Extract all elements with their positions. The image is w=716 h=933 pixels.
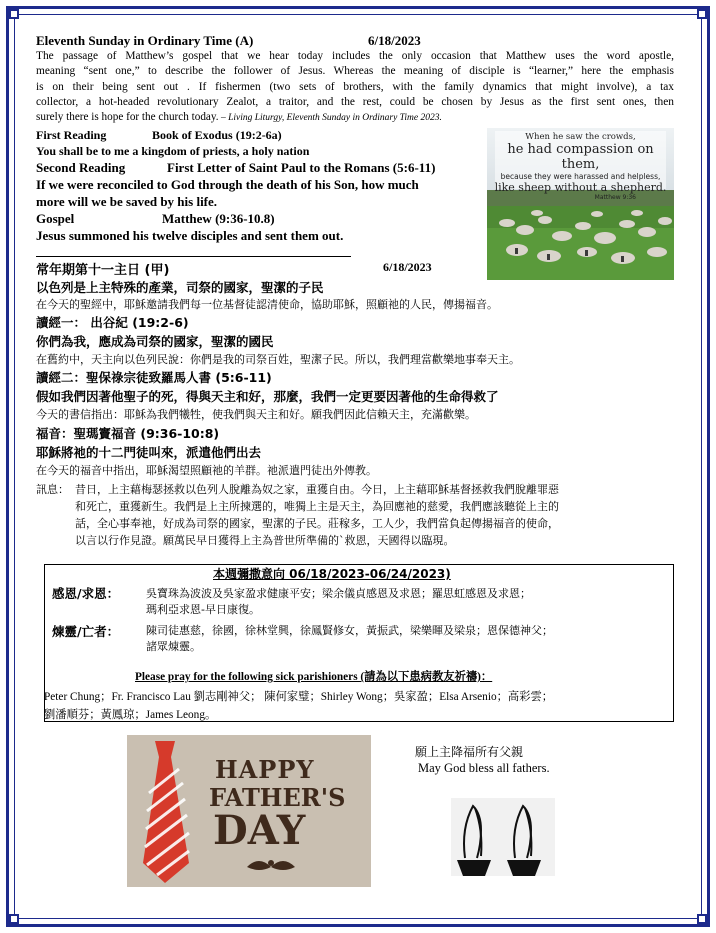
caption-line: because they were harassed and helpless, xyxy=(500,172,661,181)
thanks-label: 感恩/求恩： xyxy=(52,586,120,601)
praying-hands-icon xyxy=(451,798,555,876)
fathers-day-poster xyxy=(127,735,371,887)
english-title: Eleventh Sunday in Ordinary Time (A) xyxy=(36,33,254,48)
chinese-gospel-text: 在今天的福音中指出，耶穌渴望照顧祂的羊群。祂派遣門徒出外傳教。 xyxy=(36,464,377,477)
caption-ref: Matthew 9:36 xyxy=(594,194,636,201)
chinese-date: 6/18/2023 xyxy=(383,260,432,274)
intro-line: collector, a hot-headed revolutionary Zealot, a traitor, and the rest, could be chosen by Jesus as the first sent ones, then xyxy=(36,95,674,108)
caption-line: When he saw the crowds, xyxy=(525,132,636,142)
chinese-theme-text: 在今天的聖經中，耶穌邀請我們每一位基督徒認清使命，協助耶穌，照顧祂的人民，傳揚福音。 xyxy=(36,298,498,311)
gospel-ref: Matthew (9:36-10.8) xyxy=(162,211,275,226)
corner-ornament xyxy=(697,914,707,924)
thanks-line: 吳寶珠為波波及吳家盈求健康平安；梁余儀貞感恩及求恩；羅思虹感恩及求恩； xyxy=(146,587,531,600)
intro-line: meaning “sent one,” to describe the follower of Jesus. Whereas the meaning of disciple is “learner,” here the emphasis xyxy=(36,65,674,78)
first-reading-text: You shall be to me a kingdom of priests, a holy nation xyxy=(36,144,310,158)
deceased-label: 煉靈/亡者： xyxy=(52,624,120,639)
chinese-reading1-text: 在舊約中，天主向以色列民說：你們是我的司祭百姓，聖潔子民。所以，我們理當歡樂地事奉天主。 xyxy=(36,353,520,366)
gospel-label: Gospel xyxy=(36,211,75,226)
poster-day: DAY xyxy=(213,807,306,854)
poster-fathers: FATHER'S xyxy=(209,783,346,812)
chinese-reading1-title: 讀經一： 出谷紀 (19:2-6) xyxy=(36,315,189,330)
caption-line-large: he had compassion on them, xyxy=(507,142,654,172)
deceased-line: 諸眾煉靈。 xyxy=(146,640,201,653)
message-line: 話，全心事奉祂，好成為司祭的國家，聖潔的子民。莊稼多，工人少，我們當負起傳揚福音的使命， xyxy=(75,517,559,530)
chinese-reading2-title: 讀經二：聖保祿宗徒致羅馬人書 (5:6-11) xyxy=(36,370,272,385)
chinese-title: 常年期第十一主日 (甲) xyxy=(36,263,170,278)
second-reading-label: Second Reading xyxy=(36,160,126,175)
blessing-english: May God bless all fathers. xyxy=(418,761,550,775)
chinese-reading1-bold: 你們為我，應成為司祭的國家，聖潔的國民 xyxy=(36,334,274,349)
poster-happy: HAPPY xyxy=(215,755,315,784)
section-divider xyxy=(36,256,351,257)
message-line: 以言以行作見證。願萬民早日獲得上主為普世所準備的`救恩，天國得以臨現。 xyxy=(75,534,455,547)
mass-box-title: 本週彌撒意向 06/18/2023-06/24/2023) xyxy=(213,567,451,581)
intro-paragraph xyxy=(36,49,674,126)
intro-line: is on their being sent out . If fishermen (two sets of brothers, with the family dynamics that might involve), a tax xyxy=(36,80,674,93)
corner-ornament xyxy=(9,9,19,19)
message-label: 訊息： xyxy=(36,483,69,496)
chinese-theme: 以色列是上主特殊的產業，司祭的國家，聖潔的子民 xyxy=(36,280,324,295)
blessing-chinese: 願上主降福所有父親 xyxy=(415,745,524,759)
intro-source: – Living Liturgy, Eleventh Sunday in Ordinary Time 2023. xyxy=(218,113,442,124)
intro-line: The passage of Matthew’s gospel that we hear today includes the only occasion that Matthew uses the word apostle, xyxy=(36,50,674,62)
thanks-line: 瑪利亞求恩-早日康復。 xyxy=(146,603,260,616)
sick-title: Please pray for the following sick parishioners (請為以下患病教友祈禱)： xyxy=(135,671,493,683)
second-reading-text: more will we be saved by his life. xyxy=(36,194,218,209)
message-line: 昔日，上主藉梅瑟拯救以色列人脫離為奴之家，重獲自由。今日，上主藉耶穌基督拯救我們脫離罪惡 xyxy=(75,483,559,496)
deceased-line: 陳司徒惠慈，徐國，徐林堂興，徐鳳賢修女，黃振武，梁樂暉及梁泉；恩保德神父； xyxy=(146,624,553,637)
chinese-reading2-bold: 假如我們因著他聖子的死，得與天主和好，那麼，我們一定更要因著他的生命得救了 xyxy=(36,389,499,404)
first-reading-ref: Book of Exodus (19:2-6a) xyxy=(152,128,282,142)
chinese-gospel-title: 福音：聖瑪竇福音 (9:36-10:8) xyxy=(36,426,220,441)
sick-line: Peter Chung；Fr. Francisco Lau 劉志剛神父； 陳何家璧；Shirley Wong；吳家盈；Elsa Arsenio；高彩雲； xyxy=(44,691,554,703)
second-reading-text: If we were reconciled to God through the death of his Son, how much xyxy=(36,177,419,192)
english-date: 6/18/2023 xyxy=(368,33,421,48)
caption-line: like sheep without a shepherd. xyxy=(494,181,667,194)
chinese-gospel-bold: 耶穌將祂的十二門徒叫來，派遣他們出去 xyxy=(36,445,262,460)
first-reading-label: First Reading xyxy=(36,128,107,142)
sheep-photo xyxy=(487,128,674,280)
message-line: 和死亡，重獲新生。我們是上主所揀選的，唯獨上主是天主，為回應祂的慈愛，我們應該聽從上主的 xyxy=(75,500,559,513)
sick-line: 劉潘順芬；黃鳳琼；James Leong。 xyxy=(44,709,217,721)
chinese-reading2-text: 今天的書信指出：耶穌為我們犧牲，使我們與天主和好。願我們因此信賴天主，充滿歡樂。 xyxy=(36,408,476,421)
corner-ornament xyxy=(697,9,707,19)
intro-line: surely there is hope for the church today. xyxy=(36,111,219,124)
corner-ornament xyxy=(9,914,19,924)
gospel-text: Jesus summoned his twelve disciples and sent them out. xyxy=(36,228,344,243)
second-reading-ref: First Letter of Saint Paul to the Romans (5:6-11) xyxy=(167,160,436,175)
